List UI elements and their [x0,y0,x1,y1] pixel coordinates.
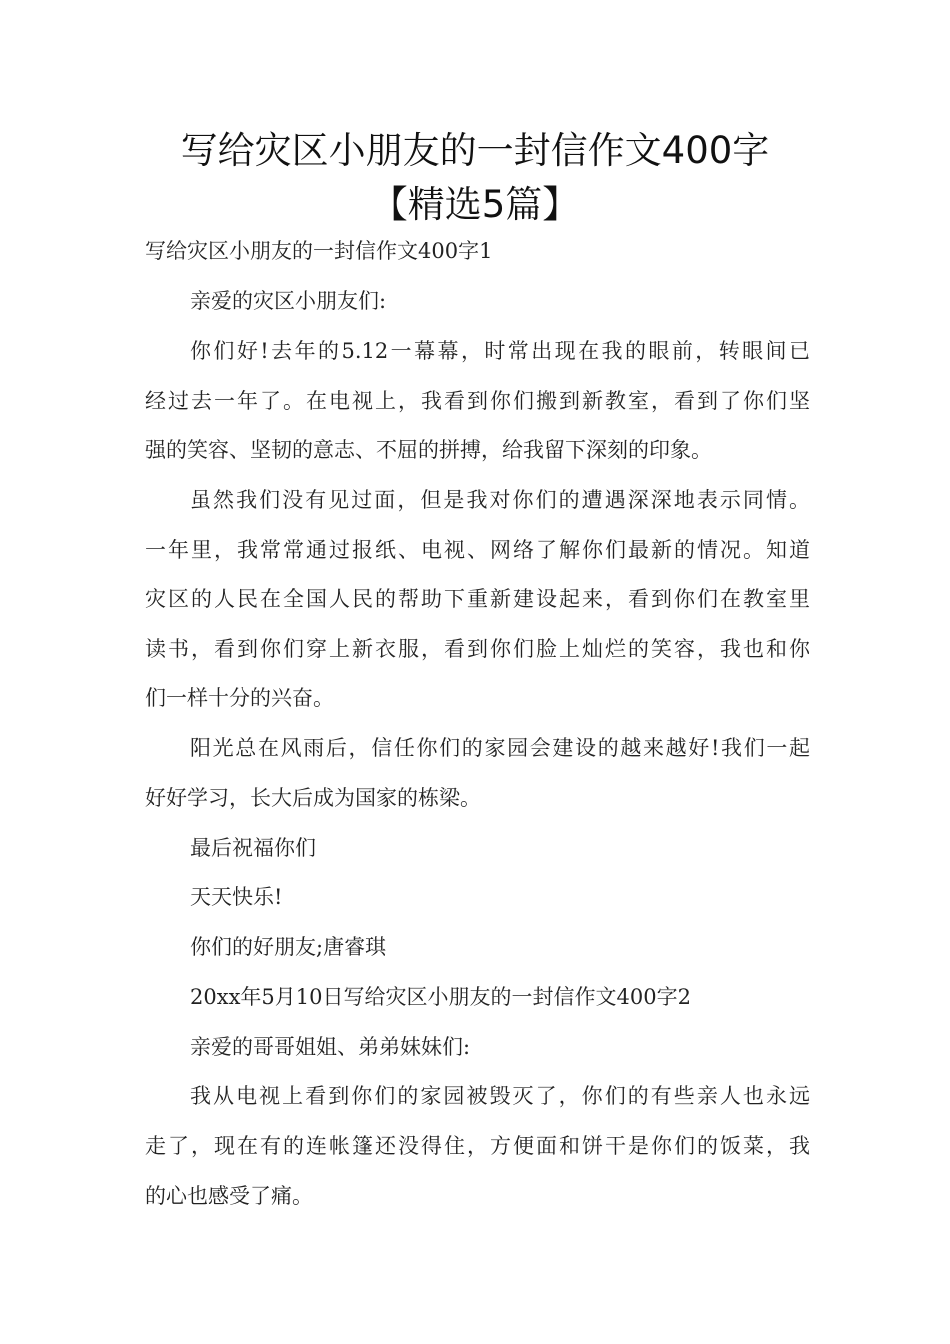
paragraph-line: 虽然我们没有见过面，但是我对你们的遭遇深深地表示同情。 [190,488,810,512]
paragraph-line: 阳光总在风雨后，信任你们的家园会建设的越来越好!我们一起 [190,736,810,760]
paragraph-line: 一年里，我常常通过报纸、电视、网络了解你们最新的情况。知道 [145,538,810,562]
closing-line: 最后祝福你们 [190,836,316,860]
paragraph-line: 走了，现在有的连帐篷还没得住，方便面和饼干是你们的饭菜，我 [145,1134,810,1158]
paragraph-line: 的心也感受了痛。 [145,1184,313,1208]
salutation: 亲爱的哥哥姐姐、弟弟妹妹们: [190,1035,471,1059]
paragraph-line: 读书，看到你们穿上新衣服，看到你们脸上灿烂的笑容，我也和你 [145,637,810,661]
document-title-line-2: 【精选5篇】 [370,183,580,226]
section-heading: 写给灾区小朋友的一封信作文400字1 [145,239,493,263]
paragraph-line: 经过去一年了。在电视上，我看到你们搬到新教室，看到了你们坚 [145,389,810,413]
document-title-line-1: 写给灾区小朋友的一封信作文400字 [180,129,770,172]
paragraph-line: 们一样十分的兴奋。 [145,686,334,710]
date-and-section-heading: 20xx年5月10日写给灾区小朋友的一封信作文400字2 [190,985,691,1009]
paragraph-line: 你们好!去年的5.12一幕幕，时常出现在我的眼前，转眼间已 [190,339,810,363]
closing-line: 天天快乐! [190,885,283,909]
signature-line: 你们的好朋友;唐睿琪 [190,935,387,959]
paragraph-line: 强的笑容、坚韧的意志、不屈的拼搏，给我留下深刻的印象。 [145,438,712,462]
salutation: 亲爱的灾区小朋友们: [190,289,387,313]
paragraph-line: 我从电视上看到你们的家园被毁灭了，你们的有些亲人也永远 [190,1084,810,1108]
paragraph-line: 好好学习，长大后成为国家的栋梁。 [145,786,481,810]
paragraph-line: 灾区的人民在全国人民的帮助下重新建设起来，看到你们在教室里 [145,587,810,611]
